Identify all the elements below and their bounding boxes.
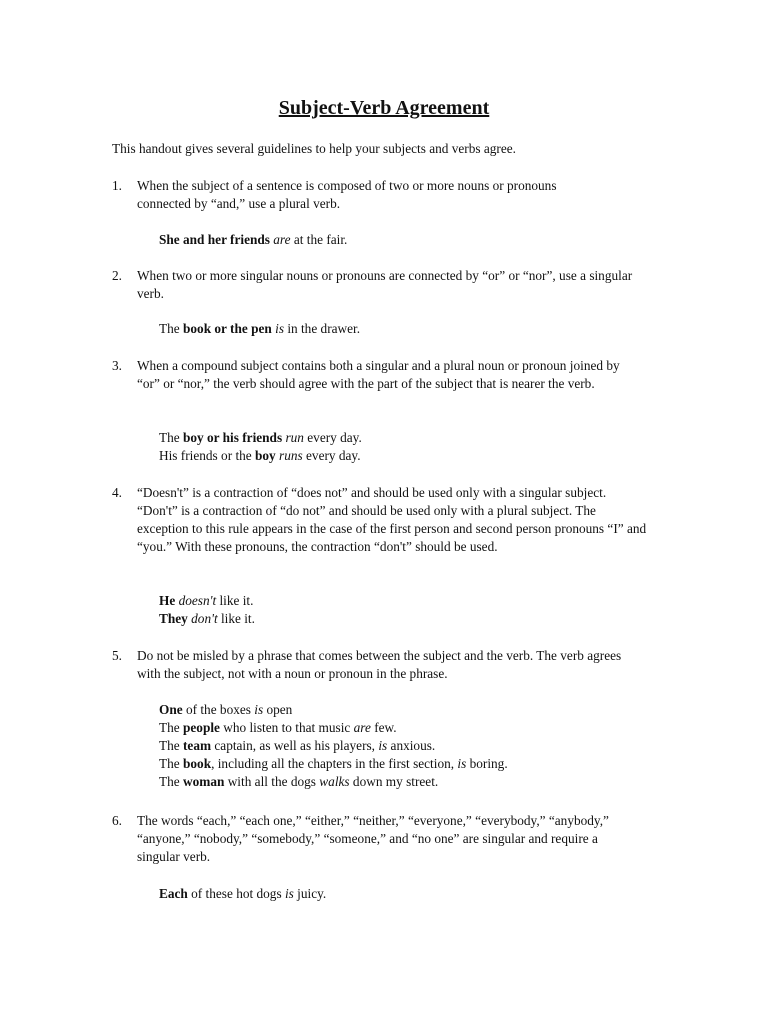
example-sentence [159,719,639,737]
example-text: The [159,774,183,789]
verb-text: is [275,321,284,336]
example-sentence [159,231,639,249]
examples-3 [159,429,639,465]
example-sentence [159,773,639,791]
subject-text: boy or his friends [183,430,283,445]
verb-text: walks [319,774,350,789]
example-text: of the boxes [182,702,255,717]
example-text: anxious. [387,738,436,753]
example-text: every day. [303,430,362,445]
example-text: with all the dogs [224,774,320,789]
example-text: like it. [217,611,255,626]
rule-text: When two or more singular nouns or pronouns are connected by “or” or “nor”, use a singular verb. [137,268,633,301]
example-text: of these hot dogs [187,886,285,901]
rule-number: 1. [112,178,122,193]
example-text: The [159,430,183,445]
subject-text: book [183,756,212,771]
example-text: , including all the chapters in the first section, [211,756,458,771]
rule-text: “Doesn't” is a contraction of “does not” and should be used only with a singular subject. “Don't” is a contraction of “do not” and should be used only with a plural subject. The exception to this rule appears in the case of the first person and second person pronouns “I” and “you.” With these pronouns, the contraction “don't” should be used. [137,485,647,554]
verb-text: run [285,430,304,445]
rule-2 [112,267,652,303]
subject-text: woman [183,774,225,789]
examples-2 [159,320,639,338]
verb-text: is [254,702,264,717]
rule-number: 3. [112,358,122,373]
subject-text: One [159,702,183,717]
examples-5 [159,701,639,791]
example-sentence [159,737,639,755]
verb-text: are [273,232,291,247]
rule-6 [112,812,652,866]
example-sentence [159,447,639,465]
example-sentence [159,320,639,338]
example-text: The [159,738,183,753]
example-text: captain, as well as his players, [211,738,379,753]
intro-paragraph: This handout gives several guidelines to help your subjects and verbs agree. [112,141,516,156]
example-text: who listen to that music [219,720,354,735]
verb-text: don't [191,611,218,626]
example-text: The [159,321,183,336]
subject-text: book or the pen [183,321,272,336]
verb-text: runs [279,448,303,463]
example-sentence [159,592,639,610]
rule-number: 6. [112,813,122,828]
verb-text: is [284,886,294,901]
subject-text: team [183,738,212,753]
example-text: every day. [302,448,361,463]
rule-number: 5. [112,648,122,663]
verb-text: is [457,756,467,771]
example-text: juicy. [293,886,327,901]
rule-text: When the subject of a sentence is composed of two or more nouns or pronouns connected by “and,” use a plural verb. [137,178,557,211]
examples-6 [159,885,639,903]
example-sentence [159,885,639,903]
subject-text: She and her friends [159,232,270,247]
rule-1 [112,177,652,213]
example-sentence [159,755,639,773]
rule-text: The words “each,” “each one,” “either,” “neither,” “everyone,” “everybody,” “anybody,” “anyone,” “nobody,” “somebody,” “someone,” and “no one” are singular and require a singular verb. [137,813,609,864]
subject-text: boy [255,448,276,463]
example-sentence [159,701,639,719]
subject-text: He [159,593,176,608]
rule-number: 4. [112,485,122,500]
example-text: The [159,756,183,771]
example-text: boring. [466,756,508,771]
subject-text: They [159,611,188,626]
example-text: like it. [216,593,254,608]
subject-text: Each [159,886,188,901]
rule-5 [112,647,652,683]
example-text: His friends or the [159,448,256,463]
verb-text: doesn't [178,593,217,608]
example-text: The [159,720,183,735]
examples-1 [159,231,639,249]
example-text: open [263,702,293,717]
examples-4 [159,592,639,628]
example-text: at the fair. [290,232,348,247]
rule-text: When a compound subject contains both a singular and a plural noun or pronoun joined by “or” or “nor,” the verb should agree with the part of the subject that is nearer the verb. [137,358,620,391]
verb-text: are [353,720,371,735]
example-text: few. [370,720,397,735]
rule-number: 2. [112,268,122,283]
example-sentence [159,610,639,628]
page-title: Subject-Verb Agreement [278,97,490,119]
verb-text: is [378,738,388,753]
example-sentence [159,429,639,447]
rule-text: Do not be misled by a phrase that comes between the subject and the verb. The verb agrees with the subject, not with a noun or pronoun in the phrase. [137,648,622,681]
example-text: down my street. [349,774,439,789]
example-text: in the drawer. [284,321,361,336]
rule-3 [112,357,652,393]
subject-text: people [183,720,220,735]
rule-4 [112,484,652,556]
